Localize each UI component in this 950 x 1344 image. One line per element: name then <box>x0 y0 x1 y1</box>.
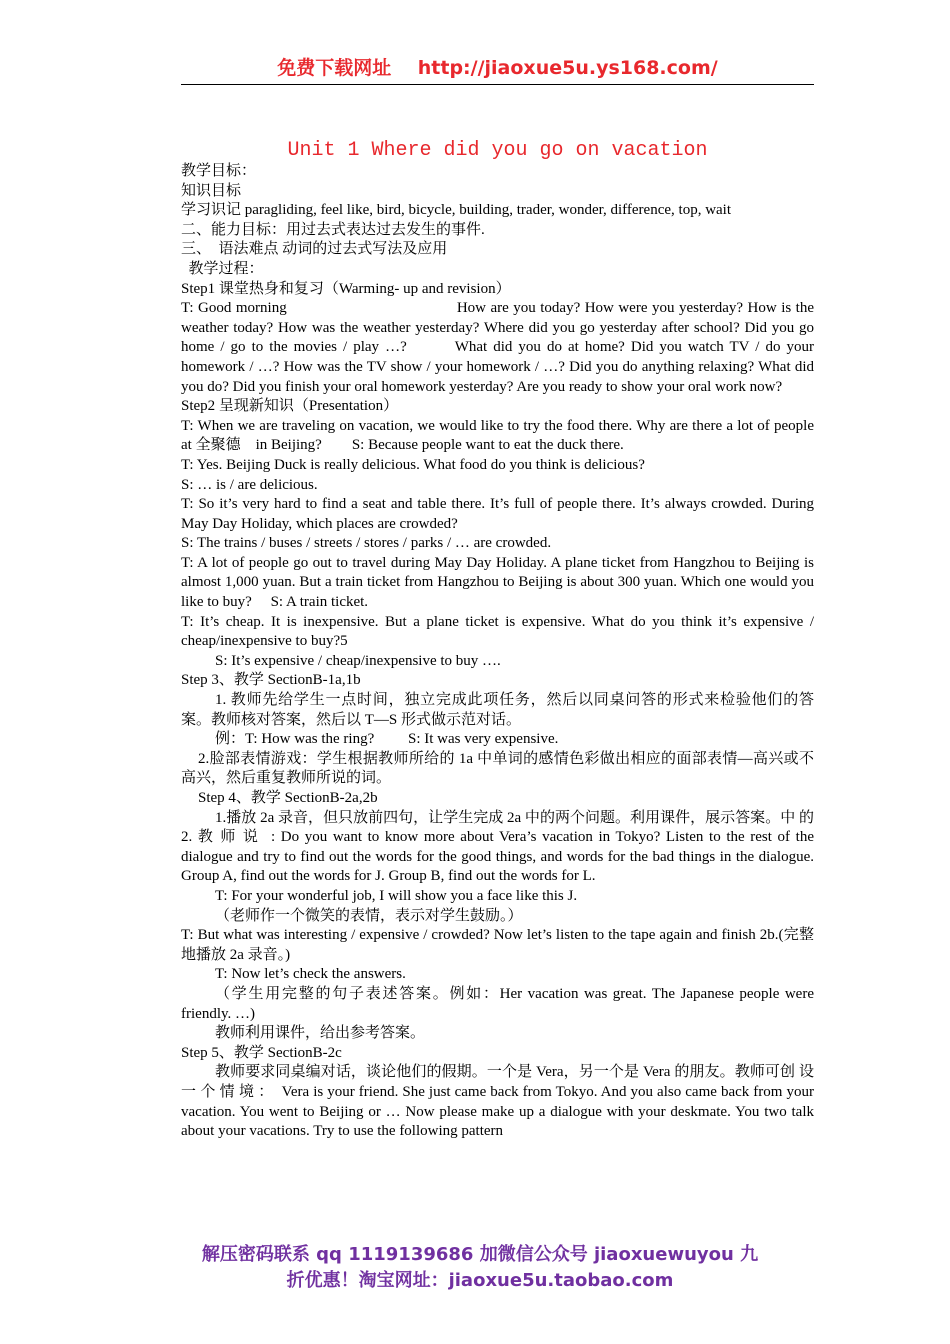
page-header <box>181 54 814 85</box>
step2-line-3: S: … is / are delicious. <box>181 476 318 493</box>
footer-line-2[interactable]: 折优惠！淘宝网址：jiaoxue5u.taobao.com <box>286 1270 674 1291</box>
step4-line-5: T: Now let’s check the answers. <box>215 966 406 983</box>
document-title: Unit 1 Where did you go on vacation <box>287 139 708 162</box>
step4-line-7: 教师利用课件，给出参考答案。 <box>215 1025 426 1042</box>
step2-line-7: T: It’s cheap. It is inexpensive. But a plane ticket is expensive. What do you think it’s expensive / cheap/inexpensive to buy?5 <box>181 613 814 650</box>
header-label: 免费下载网址 <box>277 57 392 79</box>
step1-dialogue: T: Good morning How are you today? How were you yesterday? How is the weather today? How was the weather yesterday? Where did you go yesterday after school? Did you go home / go to the movies / play …? What did you do at home? Did you watch TV / do your homework / …? How was the TV show / your homework / …? Did you do anything relaxing? What did you do? Did you finish your oral homework yesterday? Are you ready to show your oral work now? <box>181 300 818 395</box>
step4-item-1: 1.播放 2a 录音，但只放前四句，让学生完成 2a 中的两个问题。利用课件，展示答案。中 的 2. 教 师 说 : Do you want to know more about Vera’s vacation in Tokyo? Listen to the rest of the dialogue and try to find out the words for the good things, and words for the bad things in the dialogue. Group A, find out the words for J. Group B, find out the words for L. <box>181 809 822 885</box>
vocabulary-line: 学习识记 paragliding, feel like, bird, bicycle, building, trader, wonder, difference, top, wait <box>181 202 732 219</box>
step3-heading: Step 3、教学 SectionB-1a,1b <box>181 672 361 689</box>
footer-line-1: 解压密码联系 qq 1119139686 加微信公众号 jiaoxuewuyou 九 <box>201 1244 759 1265</box>
step2-heading: Step2 呈现新知识（Presentation） <box>181 398 399 415</box>
step3-example: 例：T: How was the ring? S: It was very expensive. <box>215 731 559 748</box>
step3-item-2: 2.脸部表情游戏：学生根据教师所给的 1a 中单词的感情色彩做出相应的面部表情—高兴或不高兴，然后重复教师所说的词。 <box>181 750 814 787</box>
step3-item-1: 1. 教师先给学生一点时间，独立完成此项任务，然后以同桌问答的形式来检验他们的答案。教师核对答案，然后以 T—S 形式做示范对话。 <box>181 692 814 728</box>
knowledge-goal-heading: 知识目标 <box>181 182 242 199</box>
step2-line-5: S: The trains / buses / streets / stores / parks / … are crowded. <box>181 535 552 552</box>
step2-line-8: S: It’s expensive / cheap/inexpensive to buy …. <box>215 652 501 669</box>
document-body <box>181 162 822 1142</box>
step2-line-1: T: When we are traveling on vacation, we would like to try the food there. Why are there a lot of people at 全聚德 in Beijing? S: Because people want to eat the duck there. <box>181 417 818 454</box>
step5-heading: Step 5、教学 SectionB-2c <box>181 1044 342 1061</box>
header-url[interactable]: http://jiaoxue5u.ys168.com/ <box>417 57 718 79</box>
process-heading: 教学过程： <box>181 260 264 277</box>
step4-heading: Step 4、教学 SectionB-2a,2b <box>198 790 378 806</box>
step2-line-6: T: A lot of people go out to travel during May Day Holiday. A plane ticket from Hangzhou to Beijing is almost 1,000 yuan. But a train ticket from Hangzhou to Beijing is about 300 yuan. Which one would you like to buy? S: A train ticket. <box>181 554 818 611</box>
step4-line-3: （老师作一个微笑的表情，表示对学生鼓励。） <box>215 907 523 924</box>
step2-line-4: T: So it’s very hard to find a seat and table there. It’s full of people there. It’s always crowded. During May Day Holiday, which places are crowded? <box>181 496 814 532</box>
objectives-heading: 教学目标： <box>181 163 257 179</box>
step5-line-1: 教师要求同桌编对话，谈论他们的假期。一个是 Vera，另一个是 Vera 的朋友。教师可创 设 一 个 情 境 ： Vera is your friend. She just came back from Tokyo. And you also came back from your vacation. You went to Beijing or … Now please make up a dialogue with your deskmate. You two talk about your vacations. Try to use the following pattern <box>181 1064 818 1140</box>
step4-line-2: T: For your wonderful job, I will show you a face like this J. <box>215 887 578 904</box>
page-footer <box>160 1242 800 1294</box>
step1-heading: Step1 课堂热身和复习（Warming- up and revision） <box>181 280 511 297</box>
grammar-focus: 三、 语法难点 动词的过去式写法及应用 <box>181 241 448 258</box>
step2-line-2: T: Yes. Beijing Duck is really delicious. What food do you think is delicious? <box>181 456 645 473</box>
step4-line-4: T: But what was interesting / expensive / crowded? Now let’s listen to the tape again and finish 2b.(完整地播放 2a 录音。) <box>181 927 814 963</box>
ability-goal: 二、能力目标：用过去式表达过去发生的事件. <box>181 221 485 238</box>
step4-line-6: （学生用完整的句子表述答案。例如：Her vacation was great. The Japanese people were friendly. …) <box>181 985 814 1022</box>
